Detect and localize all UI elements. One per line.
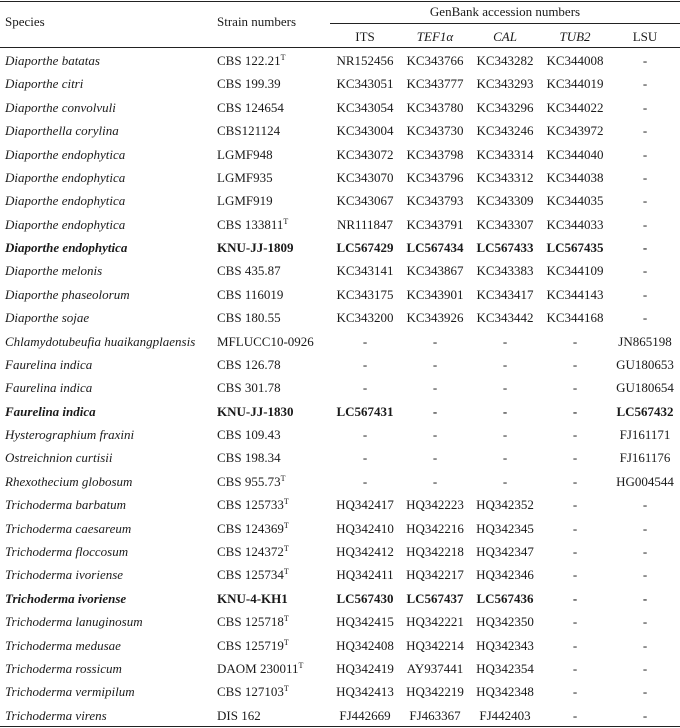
cell-species: Trichoderma lanuginosum bbox=[5, 614, 143, 630]
table-row bbox=[0, 680, 680, 703]
cell-its: FJ442669 bbox=[339, 707, 391, 723]
cell-its: KC343054 bbox=[336, 99, 394, 115]
cell-strain bbox=[217, 708, 261, 724]
cell-tef1a: - bbox=[432, 356, 438, 372]
cell-species: Diaporthe sojae bbox=[5, 310, 90, 326]
cell-lsu: - bbox=[642, 520, 648, 536]
cell-lsu: - bbox=[642, 310, 648, 326]
cell-tub2: - bbox=[572, 543, 578, 559]
cell-cal: KC343417 bbox=[476, 286, 534, 302]
cell-its: HQ342408 bbox=[336, 637, 394, 653]
table-row bbox=[0, 540, 680, 563]
table-row bbox=[0, 470, 680, 493]
cell-cal: HQ342348 bbox=[476, 684, 534, 700]
cell-cal: - bbox=[502, 450, 508, 466]
cell-lsu: - bbox=[642, 53, 648, 68]
strain-number: CBS 122.21 bbox=[217, 53, 281, 68]
cell-cal: HQ342347 bbox=[476, 543, 534, 559]
top-rule bbox=[0, 1, 680, 2]
cell-strain bbox=[217, 170, 273, 186]
cell-its: NR111847 bbox=[336, 216, 394, 232]
cell-its: KC343051 bbox=[336, 76, 394, 92]
table-row bbox=[0, 213, 680, 236]
table-row bbox=[0, 259, 680, 282]
cell-species: Diaporthe batatas bbox=[5, 53, 100, 68]
cell-lsu: GU180654 bbox=[616, 380, 674, 396]
cell-lsu: - bbox=[642, 590, 648, 606]
cell-lsu: - bbox=[642, 216, 648, 232]
cell-strain bbox=[217, 474, 285, 490]
table-row bbox=[0, 563, 680, 586]
cell-strain bbox=[217, 123, 280, 139]
cell-cal: - bbox=[502, 380, 508, 396]
cell-strain bbox=[217, 240, 294, 256]
cell-strain bbox=[217, 147, 273, 163]
cell-its: LC567430 bbox=[336, 590, 394, 606]
cell-cal: LC567433 bbox=[476, 240, 534, 256]
cell-cal: KC343383 bbox=[476, 263, 534, 279]
cell-lsu: - bbox=[642, 99, 648, 115]
strain-number: CBS 198.34 bbox=[217, 450, 281, 466]
strain-number: CBS 133811 bbox=[217, 216, 284, 232]
strain-number: CBS 180.55 bbox=[217, 310, 281, 326]
cell-lsu: - bbox=[642, 169, 648, 185]
cell-species: Diaporthe melonis bbox=[5, 263, 103, 279]
cell-tub2: KC344038 bbox=[546, 169, 604, 185]
header-genbank: GenBank accession numbers bbox=[429, 4, 581, 19]
cell-tub2: KC344019 bbox=[546, 76, 604, 92]
cell-tef1a: KC343798 bbox=[406, 146, 464, 162]
cell-tef1a: LC567437 bbox=[406, 590, 464, 606]
cell-cal: KC343312 bbox=[476, 169, 534, 185]
cell-cal: HQ342352 bbox=[476, 497, 534, 513]
cell-strain bbox=[217, 380, 281, 396]
cell-tub2: - bbox=[572, 567, 578, 583]
cell-cal: KC343309 bbox=[476, 193, 534, 209]
cell-species: Chlamydotubeufia huaikangplaensis bbox=[5, 333, 196, 349]
cell-cal: HQ342346 bbox=[476, 567, 534, 583]
cell-lsu: - bbox=[642, 614, 648, 630]
header-strain: Strain numbers bbox=[217, 14, 297, 29]
cell-strain bbox=[217, 76, 281, 92]
table-row bbox=[0, 446, 680, 469]
cell-tub2: KC344143 bbox=[546, 286, 604, 302]
cell-cal: KC343246 bbox=[476, 123, 534, 139]
cell-strain bbox=[217, 684, 289, 700]
cell-species: Trichoderma rossicum bbox=[5, 660, 122, 676]
cell-lsu: JN865198 bbox=[618, 333, 672, 349]
cell-strain bbox=[217, 450, 281, 466]
strain-number: CBS 125719 bbox=[217, 637, 284, 653]
cell-species: Diaporthe endophytica bbox=[5, 216, 126, 232]
cell-its: - bbox=[362, 380, 368, 396]
strain-number: CBS 109.43 bbox=[217, 427, 281, 443]
cell-tef1a: KC343796 bbox=[406, 169, 464, 185]
cell-tef1a: HQ342217 bbox=[406, 567, 464, 583]
table-row bbox=[0, 166, 680, 189]
strain-number: CBS 116019 bbox=[217, 286, 284, 302]
strain-number: CBS 199.39 bbox=[217, 76, 281, 92]
cell-lsu: - bbox=[642, 76, 648, 92]
cell-tef1a: KC343777 bbox=[406, 76, 464, 92]
cell-tef1a: KC343780 bbox=[406, 99, 464, 115]
header-tef1a: TEF1α bbox=[416, 29, 454, 44]
cell-tub2: KC344109 bbox=[546, 263, 604, 279]
cell-tef1a: HQ342216 bbox=[406, 520, 464, 536]
table-row bbox=[0, 376, 680, 399]
table-row bbox=[0, 610, 680, 633]
table-row bbox=[0, 72, 680, 95]
strain-number: DAOM 230011 bbox=[217, 660, 299, 676]
type-strain-mark: T bbox=[298, 660, 304, 670]
cell-strain bbox=[217, 334, 314, 350]
cell-its: HQ342412 bbox=[336, 543, 394, 559]
cell-tub2: KC344040 bbox=[546, 146, 604, 162]
cell-species: Trichoderma medusae bbox=[5, 637, 121, 653]
strain-number: CBS121124 bbox=[217, 123, 281, 139]
strain-number: KNU-JJ-1830 bbox=[217, 403, 294, 419]
header-tub2: TUB2 bbox=[559, 29, 591, 44]
cell-lsu: - bbox=[642, 637, 648, 653]
cell-strain bbox=[217, 638, 289, 654]
cell-species: Diaporthe convolvuli bbox=[5, 99, 116, 115]
cell-its: LC567431 bbox=[336, 403, 394, 419]
cell-its: HQ342411 bbox=[336, 567, 394, 583]
cell-tub2: KC344035 bbox=[546, 193, 604, 209]
cell-tub2: - bbox=[572, 356, 578, 372]
cell-lsu: GU180653 bbox=[616, 356, 674, 372]
cell-strain bbox=[217, 100, 284, 116]
cell-cal: HQ342343 bbox=[476, 637, 534, 653]
cell-tef1a: HQ342223 bbox=[406, 497, 464, 513]
cell-cal: - bbox=[502, 473, 508, 489]
table-row bbox=[0, 283, 680, 306]
cell-cal: KC343307 bbox=[476, 216, 534, 232]
cell-its: - bbox=[362, 333, 368, 349]
strain-number: KNU-JJ-1809 bbox=[217, 240, 294, 256]
cell-lsu: FJ161176 bbox=[619, 450, 671, 466]
header-lsu: LSU bbox=[632, 29, 658, 44]
cell-tub2: - bbox=[572, 520, 578, 536]
strain-number: LGMF935 bbox=[217, 169, 273, 185]
cell-tub2: KC344022 bbox=[546, 99, 604, 115]
cell-tef1a: KC343730 bbox=[406, 123, 464, 139]
cell-lsu: - bbox=[642, 123, 648, 139]
cell-strain bbox=[217, 53, 285, 69]
cell-tub2: - bbox=[572, 660, 578, 676]
cell-strain bbox=[217, 591, 288, 607]
cell-tef1a: HQ342219 bbox=[406, 684, 464, 700]
type-strain-mark: T bbox=[280, 473, 286, 483]
type-strain-mark: T bbox=[283, 543, 289, 553]
cell-tub2: - bbox=[572, 684, 578, 700]
cell-tef1a: LC567434 bbox=[406, 240, 464, 256]
strain-number: MFLUCC10-0926 bbox=[217, 333, 314, 349]
cell-tef1a: - bbox=[432, 473, 438, 489]
strain-number: KNU-4-KH1 bbox=[217, 590, 288, 606]
cell-lsu: - bbox=[642, 684, 648, 700]
genbank-subrule bbox=[330, 23, 680, 24]
cell-tub2: - bbox=[572, 473, 578, 489]
strain-number: CBS 124654 bbox=[217, 99, 284, 115]
header-species: Species bbox=[5, 14, 45, 29]
cell-tub2: - bbox=[572, 403, 578, 419]
strain-number: LGMF919 bbox=[217, 193, 273, 209]
cell-lsu: - bbox=[642, 193, 648, 209]
cell-tef1a: - bbox=[432, 450, 438, 466]
cell-cal: - bbox=[502, 356, 508, 372]
cell-species: Trichoderma vermipilum bbox=[5, 684, 135, 700]
type-strain-mark: T bbox=[283, 520, 289, 530]
cell-cal: KC343314 bbox=[476, 146, 534, 162]
cell-tef1a: HQ342218 bbox=[406, 543, 464, 559]
cell-strain bbox=[217, 661, 303, 677]
cell-its: - bbox=[362, 473, 368, 489]
type-strain-mark: T bbox=[283, 497, 289, 507]
cell-tub2: KC344033 bbox=[546, 216, 604, 232]
cell-tub2: - bbox=[572, 614, 578, 630]
cell-strain bbox=[217, 427, 281, 443]
strain-number: CBS 125718 bbox=[217, 614, 284, 630]
cell-its: KC343072 bbox=[336, 146, 394, 162]
strain-number: DIS 162 bbox=[217, 707, 261, 723]
cell-tef1a: KC343901 bbox=[406, 286, 464, 302]
cell-lsu: FJ161171 bbox=[619, 427, 671, 443]
cell-lsu: - bbox=[642, 263, 648, 279]
cell-tef1a: KC343793 bbox=[406, 193, 464, 209]
cell-species: Diaporthe citri bbox=[5, 76, 84, 92]
cell-tef1a: FJ463367 bbox=[409, 707, 461, 723]
cell-cal: LC567436 bbox=[476, 590, 534, 606]
cell-cal: HQ342350 bbox=[476, 614, 534, 630]
cell-species: Diaporthe endophytica bbox=[5, 169, 126, 185]
cell-strain bbox=[217, 217, 288, 233]
cell-its: HQ342419 bbox=[336, 660, 394, 676]
table-row bbox=[0, 236, 680, 259]
cell-its: KC343175 bbox=[336, 286, 394, 302]
strain-number: CBS 955.73 bbox=[217, 473, 281, 489]
cell-cal: - bbox=[502, 403, 508, 419]
cell-lsu: LC567432 bbox=[616, 403, 674, 419]
cell-cal: FJ442403 bbox=[479, 707, 531, 723]
table-row bbox=[0, 423, 680, 446]
cell-tub2: - bbox=[572, 707, 578, 723]
cell-its: - bbox=[362, 450, 368, 466]
cell-tub2: - bbox=[572, 637, 578, 653]
cell-tub2: KC343972 bbox=[546, 123, 604, 139]
cell-tef1a: - bbox=[432, 333, 438, 349]
cell-its: KC343200 bbox=[336, 310, 394, 326]
header-cal: CAL bbox=[493, 29, 517, 44]
cell-cal: HQ342345 bbox=[476, 520, 534, 536]
cell-lsu: - bbox=[642, 707, 648, 723]
cell-its: NR152456 bbox=[336, 53, 394, 68]
cell-species: Diaporthe endophytica bbox=[5, 240, 128, 256]
cell-strain bbox=[217, 193, 273, 209]
strain-number: CBS 125733 bbox=[217, 497, 284, 513]
cell-its: HQ342413 bbox=[336, 684, 394, 700]
cell-species: Diaporthe endophytica bbox=[5, 146, 126, 162]
cell-tef1a: KC343766 bbox=[406, 53, 464, 68]
cell-cal: - bbox=[502, 427, 508, 443]
cell-its: - bbox=[362, 356, 368, 372]
cell-species: Faurelina indica bbox=[5, 403, 96, 419]
cell-strain bbox=[217, 263, 281, 279]
cell-its: KC343070 bbox=[336, 169, 394, 185]
bottom-rule bbox=[0, 726, 680, 727]
cell-tub2: - bbox=[572, 427, 578, 443]
cell-strain bbox=[217, 287, 283, 303]
type-strain-mark: T bbox=[280, 53, 286, 62]
cell-tub2: - bbox=[572, 380, 578, 396]
cell-species: Trichoderma ivoriense bbox=[5, 567, 124, 583]
cell-species: Diaporthe phaseolorum bbox=[5, 286, 130, 302]
cell-species: Hysterographium fraxini bbox=[5, 427, 135, 443]
cell-cal: - bbox=[502, 333, 508, 349]
table-row bbox=[0, 306, 680, 329]
table-row bbox=[0, 119, 680, 142]
cell-lsu: - bbox=[642, 286, 648, 302]
cell-tub2: LC567435 bbox=[546, 240, 604, 256]
cell-its: - bbox=[362, 427, 368, 443]
cell-tef1a: KC343791 bbox=[406, 216, 464, 232]
table-row bbox=[0, 517, 680, 540]
table-row bbox=[0, 49, 680, 72]
table-row bbox=[0, 704, 680, 727]
cell-cal: KC343296 bbox=[476, 99, 534, 115]
table-row bbox=[0, 493, 680, 516]
cell-lsu: - bbox=[642, 543, 648, 559]
cell-strain bbox=[217, 521, 289, 537]
cell-its: HQ342415 bbox=[336, 614, 394, 630]
cell-tef1a: HQ342221 bbox=[406, 614, 464, 630]
cell-tef1a: KC343926 bbox=[406, 310, 464, 326]
table-row bbox=[0, 657, 680, 680]
cell-species: Ostreichnion curtisii bbox=[5, 450, 113, 466]
cell-lsu: - bbox=[642, 240, 648, 256]
cell-tef1a: - bbox=[432, 403, 438, 419]
table-row bbox=[0, 330, 680, 353]
header-rule bbox=[0, 47, 680, 48]
cell-tub2: KC344008 bbox=[546, 53, 604, 68]
cell-tef1a: KC343867 bbox=[406, 263, 464, 279]
cell-its: KC343004 bbox=[336, 123, 394, 139]
cell-lsu: HG004544 bbox=[616, 473, 674, 489]
cell-species: Trichoderma barbatum bbox=[5, 497, 126, 513]
cell-its: HQ342417 bbox=[336, 497, 394, 513]
cell-cal: KC343293 bbox=[476, 76, 534, 92]
header-its: ITS bbox=[355, 29, 375, 44]
cell-cal: HQ342354 bbox=[476, 660, 534, 676]
cell-tub2: - bbox=[572, 450, 578, 466]
cell-species: Diaporthe endophytica bbox=[5, 193, 126, 209]
strain-number: LGMF948 bbox=[217, 146, 273, 162]
strain-number: CBS 125734 bbox=[217, 567, 284, 583]
cell-cal: KC343442 bbox=[476, 310, 534, 326]
cell-species: Trichoderma caesareum bbox=[5, 520, 132, 536]
table-row bbox=[0, 143, 680, 166]
cell-lsu: - bbox=[642, 567, 648, 583]
cell-strain bbox=[217, 404, 294, 420]
cell-tef1a: - bbox=[432, 427, 438, 443]
table-row bbox=[0, 400, 680, 423]
cell-tub2: - bbox=[572, 590, 578, 606]
cell-species: Trichoderma ivoriense bbox=[5, 590, 127, 606]
table-row bbox=[0, 587, 680, 610]
type-strain-mark: T bbox=[283, 216, 289, 226]
cell-strain bbox=[217, 310, 281, 326]
cell-lsu: - bbox=[642, 497, 648, 513]
cell-its: KC343067 bbox=[336, 193, 394, 209]
cell-tef1a: - bbox=[432, 380, 438, 396]
cell-tub2: KC344168 bbox=[546, 310, 604, 326]
cell-cal: KC343282 bbox=[476, 53, 534, 68]
cell-its: KC343141 bbox=[336, 263, 394, 279]
cell-lsu: - bbox=[642, 146, 648, 162]
table-row bbox=[0, 353, 680, 376]
cell-species: Faurelina indica bbox=[5, 356, 93, 372]
cell-its: HQ342410 bbox=[336, 520, 394, 536]
strain-number: CBS 435.87 bbox=[217, 263, 281, 279]
strain-number: CBS 301.78 bbox=[217, 380, 281, 396]
cell-tef1a: HQ342214 bbox=[406, 637, 464, 653]
cell-species: Rhexothecium globosum bbox=[5, 473, 133, 489]
cell-strain bbox=[217, 567, 289, 583]
strain-number: CBS 124369 bbox=[217, 520, 284, 536]
type-strain-mark: T bbox=[283, 567, 289, 577]
strain-number: CBS 127103 bbox=[217, 684, 284, 700]
type-strain-mark: T bbox=[283, 614, 289, 624]
cell-lsu: - bbox=[642, 660, 648, 676]
cell-tub2: - bbox=[572, 497, 578, 513]
cell-species: Faurelina indica bbox=[5, 380, 93, 396]
cell-its: LC567429 bbox=[336, 240, 394, 256]
table-row bbox=[0, 96, 680, 119]
cell-strain bbox=[217, 614, 289, 630]
cell-tub2: - bbox=[572, 333, 578, 349]
type-strain-mark: T bbox=[283, 637, 289, 647]
cell-species: Diaporthella corylina bbox=[5, 123, 119, 139]
strain-number: CBS 124372 bbox=[217, 543, 284, 559]
cell-species: Trichoderma virens bbox=[5, 707, 107, 723]
cell-strain bbox=[217, 357, 281, 373]
table-row bbox=[0, 189, 680, 212]
cell-strain bbox=[217, 497, 289, 513]
type-strain-mark: T bbox=[283, 684, 289, 694]
cell-strain bbox=[217, 544, 289, 560]
cell-species: Trichoderma floccosum bbox=[5, 543, 129, 559]
table-row bbox=[0, 634, 680, 657]
strain-number: CBS 126.78 bbox=[217, 356, 281, 372]
cell-tef1a: AY937441 bbox=[406, 660, 464, 676]
